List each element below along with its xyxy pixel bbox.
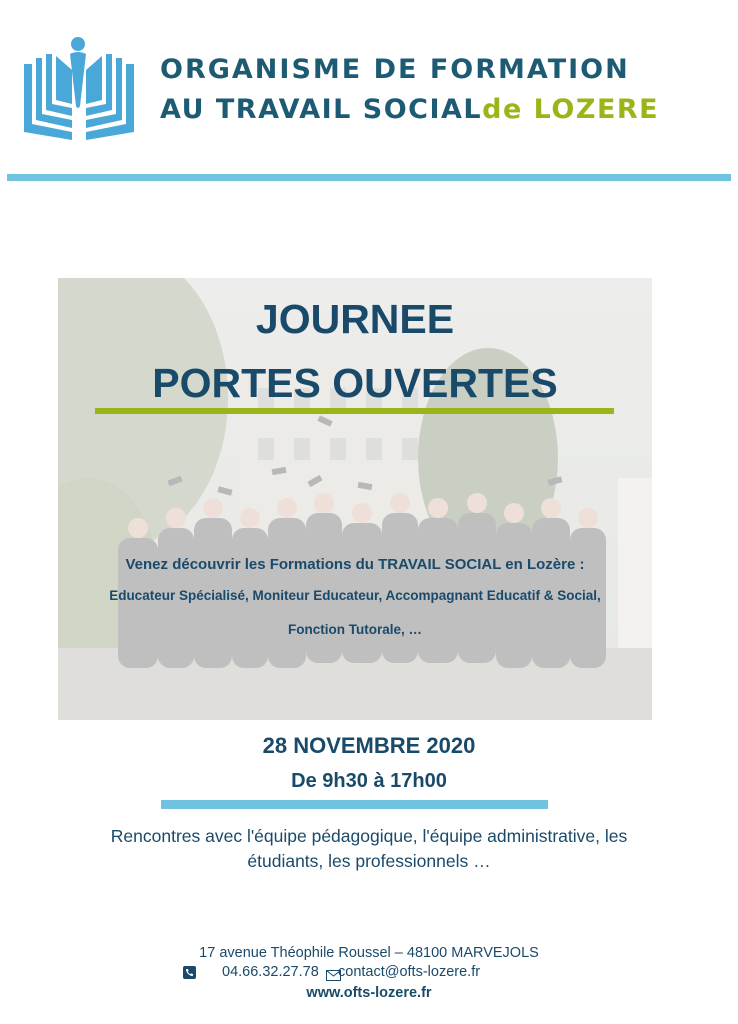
website-link[interactable]: www.ofts-lozere.fr — [306, 985, 432, 1001]
title-underline — [95, 408, 614, 414]
event-title-line2: PORTES OUVERTES — [152, 360, 558, 406]
event-title-line1: JOURNEE — [255, 296, 455, 342]
org-name-line1: ORGANISME DE FORMATION — [160, 54, 630, 85]
header-divider — [7, 174, 731, 181]
date-divider — [161, 800, 548, 809]
intro-text: Venez découvrir les Formations du TRAVAIL SOCIAL en Lozère : — [125, 556, 585, 573]
description-line1: Rencontres avec l'équipe pédagogique, l'équipe administrative, les — [110, 826, 628, 846]
org-name-main: AU TRAVAIL SOCIAL — [160, 94, 483, 125]
phone-icon — [183, 966, 196, 979]
org-name-line2 — [160, 94, 659, 125]
address: 17 avenue Théophile Roussel – 48100 MARVEJOLS — [199, 945, 539, 961]
email-link[interactable]: contact@ofts-lozere.fr — [338, 964, 481, 980]
org-name-suffix: de LOZERE — [482, 94, 660, 125]
event-hours: De 9h30 à 17h00 — [291, 770, 447, 792]
logo — [20, 36, 138, 144]
group-photo — [58, 278, 652, 720]
description-line2: étudiants, les professionnels … — [247, 851, 491, 871]
courses-line2: Fonction Tutorale, … — [288, 622, 422, 637]
event-date: 28 NOVEMBRE 2020 — [262, 733, 476, 758]
phone-number[interactable]: 04.66.32.27.78 — [222, 964, 319, 980]
open-book-person-icon — [20, 36, 138, 144]
courses-line1: Educateur Spécialisé, Moniteur Educateur, Accompagnant Educatif & Social, — [109, 588, 601, 603]
photo-overlay — [58, 278, 652, 720]
